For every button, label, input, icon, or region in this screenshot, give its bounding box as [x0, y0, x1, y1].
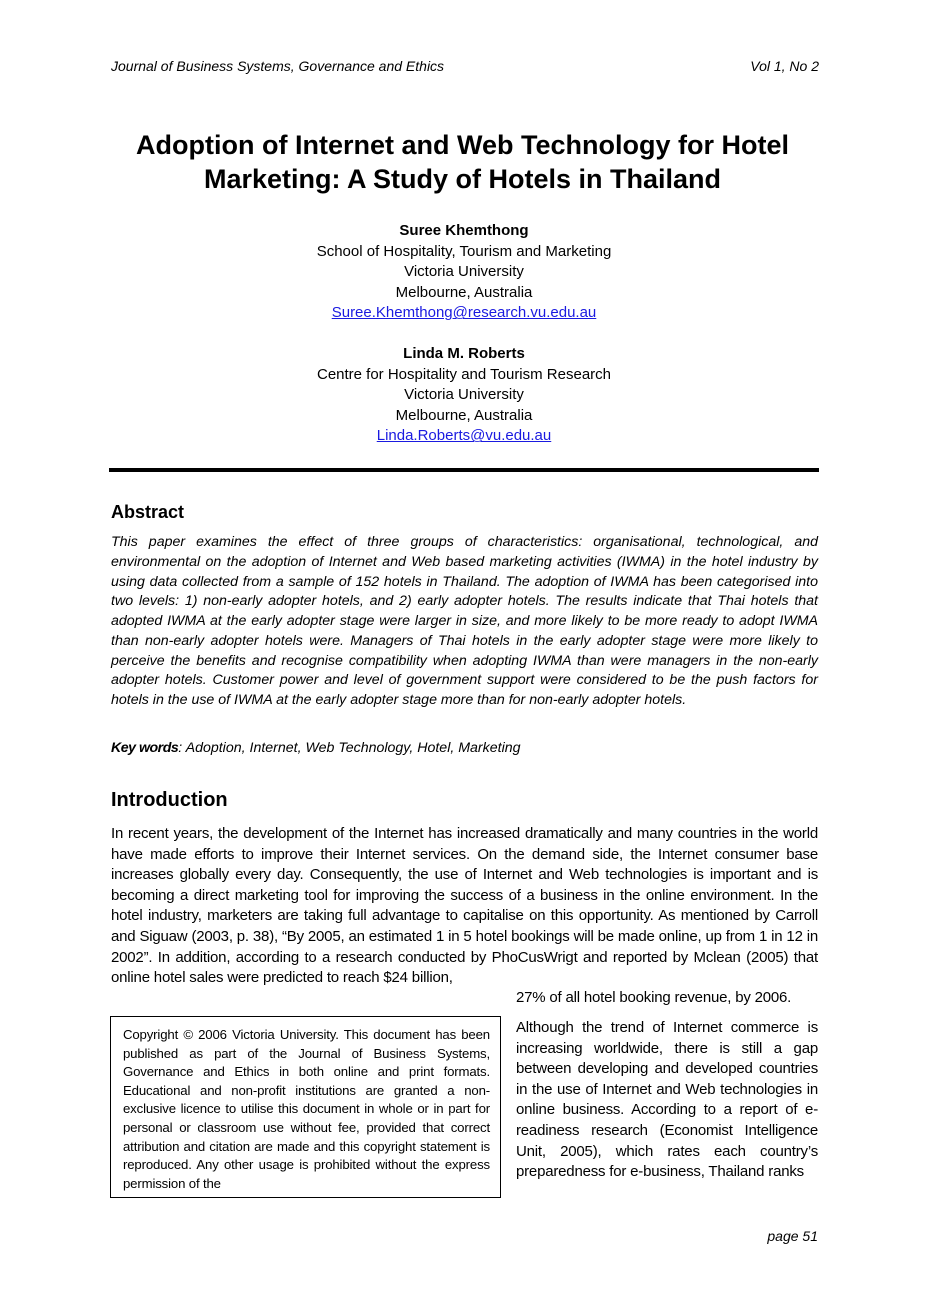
author-email-link[interactable]: Linda.Roberts@vu.edu.au	[376, 427, 552, 445]
volume-issue: Vol 1, No 2	[750, 58, 819, 74]
paper-title	[100, 128, 825, 196]
author-location: Melbourne, Australia	[395, 406, 533, 424]
introduction-paragraph-1-tail: 27% of all hotel booking revenue, by 2006.	[516, 989, 792, 1006]
author-name: Linda M. Roberts	[403, 345, 525, 362]
introduction-heading: Introduction	[111, 789, 228, 811]
title-line-1: Adoption of Internet and Web Technology for Hotel	[136, 130, 789, 160]
keywords-label: Key words	[111, 740, 179, 756]
keywords-list: : Adoption, Internet, Web Technology, Hotel, Marketing	[178, 740, 521, 756]
copyright-box	[110, 1016, 501, 1198]
introduction-paragraph-2: Although the trend of Internet commerce is increasing worldwide, there is still a gap between developing and developed countries in the use of Internet and Web technologies in online business. According to a report of e-readiness research (Economist Intelligence Unit, 2005), which rates each country’s preparedness for e-business, Thailand ranks	[516, 1019, 818, 1181]
page-number: page 51	[767, 1228, 818, 1244]
introduction-paragraph-1: In recent years, the development of the Internet has increased dramatically and many countries in the world have made efforts to improve their Internet services. On the demand side, the Internet consumer base increases globally every day. Consequently, the use of Internet and Web technologies is important and is becoming a direct marketing tool for improving the success of a business in the online environment. In the hotel industry, marketers are taking full advantage to capitalise on this opportunity. As mentioned by Carroll and Siguaw (2003, p. 38), “By 2005, an estimated 1 in 5 hotel bookings will be made online, up from 1 in 12 in 2002”. In addition, according to a research conducted by PhoCusWrigt and reported by Mclean (2005) that online hotel sales were predicted to reach $24 billion,	[111, 825, 818, 987]
author-university: Victoria University	[404, 386, 524, 404]
author-affiliation: Centre for Hospitality and Tourism Research	[316, 365, 612, 383]
author-affiliation: School of Hospitality, Tourism and Marketing	[316, 242, 612, 260]
abstract-heading: Abstract	[111, 502, 185, 522]
author-block-2	[200, 344, 728, 447]
author-location: Melbourne, Australia	[395, 283, 533, 301]
author-university: Victoria University	[404, 263, 524, 281]
title-line-2: Marketing: A Study of Hotels in Thailand	[203, 164, 722, 194]
abstract-text: This paper examines the effect of three groups of characteristics: organisational, technological, and environmental on the adoption of Internet and Web based marketing activities (IWMA) in the hotel industry by using data collected from a sample of 152 hotels in Thailand. The adoption of IWMA has been categorised into two levels: 1) non-early adopter hotels, and 2) early adopter hotels. The results indicate that Thai hotels that adopted IWMA at the early adopter stage were larger in size, and more likely to be more ready to adopt IWMA than non-early adopter hotels were. Managers of Thai hotels in the early adopter stage were more likely to perceive the benefits and recognise compatibility when adopting IWMA than were managers in the non-early adopter hotels. Customer power and level of government support were considered to be the push factors for hotels in the use of IWMA at the early adopter stage more than for non-early adopter hotels.	[111, 534, 818, 708]
author-block-1	[200, 221, 728, 324]
author-email-link[interactable]: Suree.Khemthong@research.vu.edu.au	[331, 304, 597, 322]
keywords-line	[111, 740, 521, 756]
horizontal-rule	[109, 468, 819, 472]
journal-name: Journal of Business Systems, Governance and Ethics	[111, 58, 445, 74]
copyright-text: Copyright © 2006 Victoria University. This document has been published as part of the Journal of Business Systems, Governance and Ethics in both online and print formats. Educational and non-profit institutions are granted a non-exclusive licence to utilise this document in whole or in part for personal or classroom use without fee, provided that correct attribution and citation are made and this copyright statement is reproduced. Any other usage is prohibited without the express permission of the	[123, 1027, 490, 1191]
author-name: Suree Khemthong	[399, 222, 529, 239]
